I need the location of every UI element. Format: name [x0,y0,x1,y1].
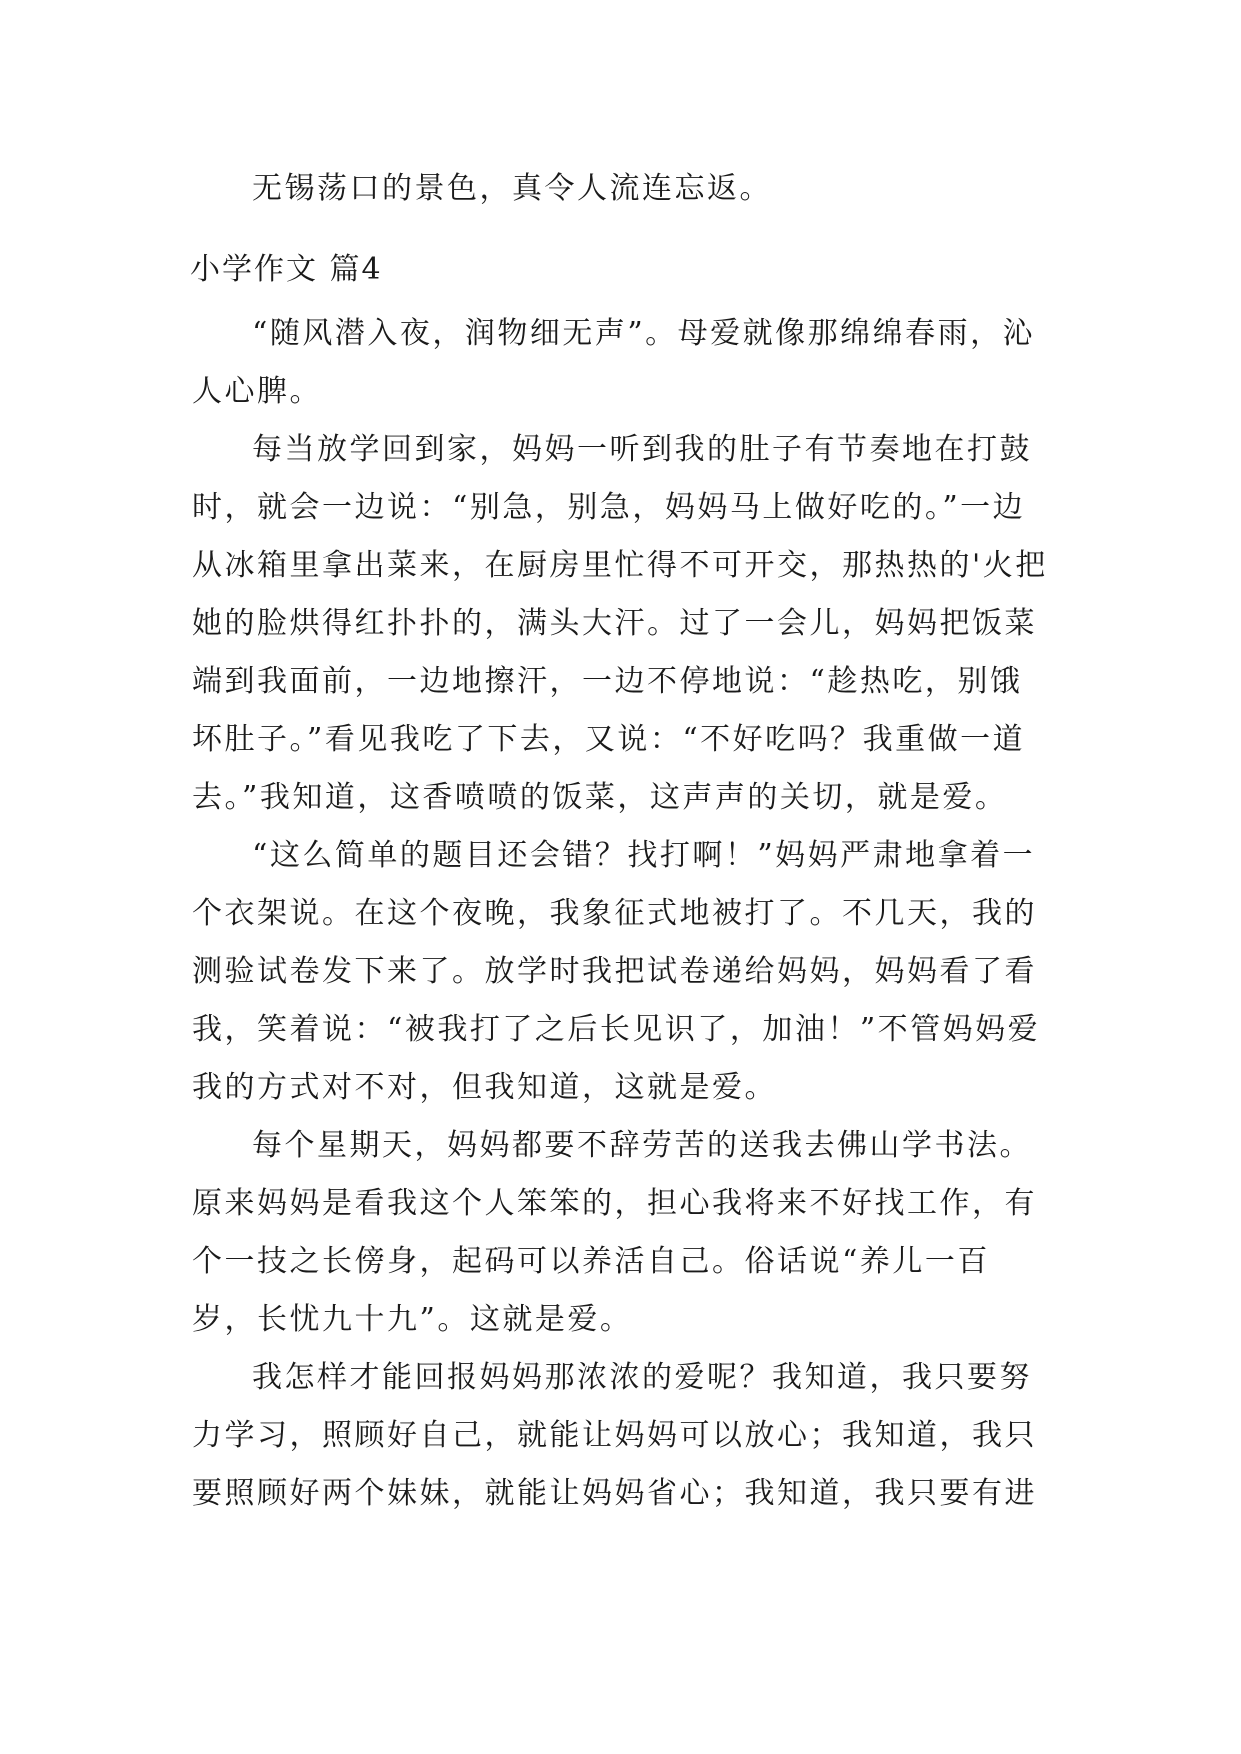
paragraph-5: 我怎样才能回报妈妈那浓浓的爱呢？我知道，我只要努力学习，照顾好自己，就能让妈妈可以放心；我知道，我只要照顾好两个妹妹，就能让妈妈省心；我知道，我只要有进 [192,1360,1037,1511]
paragraph-1: “随风潜入夜，润物细无声”。母爱就像那绵绵春雨，沁人心脾。 [192,316,1036,409]
essay-heading: 小学作文 篇4 [190,252,383,287]
paragraph-top-text: 无锡荡口的景色，真令人流连忘返。 [252,171,772,206]
paragraph-3: “这么简单的题目还会错？找打啊！”妈妈严肃地拿着一个衣架说。在这个夜晚，我象征式地被打了。不几天，我的测验试卷发下来了。放学时我把试卷递给妈妈，妈妈看了看我，笑着说：“被我打了之后长见识了，加油！”不管妈妈爱我的方式对不对，但我知道，这就是爱。 [192,838,1041,1105]
paragraph-4: 每个星期天，妈妈都要不辞劳苦的送我去佛山学书法。原来妈妈是看我这个人笨笨的，担心我将来不好找工作，有个一技之长傍身，起码可以养活自己。俗话说“养儿一百岁，长忧九十九”。这就是爱。 [192,1128,1037,1337]
paragraph-top [192,160,1050,218]
paragraph-2: 每当放学回到家，妈妈一听到我的肚子有节奏地在打鼓时，就会一边说：“别急，别急，妈妈马上做好吃的。”一边从冰箱里拿出菜来，在厨房里忙得不可开交，那热热的'火把她的脸烘得红扑扑的，满头大汗。过了一会儿，妈妈把饭菜端到我面前，一边地擦汗，一边不停地说：“趁热吃，别饿坏肚子。”看见我吃了下去，又说：“不好吃吗？我重做一道去。”我知道，这香喷喷的饭菜，这声声的关切，就是爱。 [192,432,1048,815]
essay-body [192,305,1050,1523]
